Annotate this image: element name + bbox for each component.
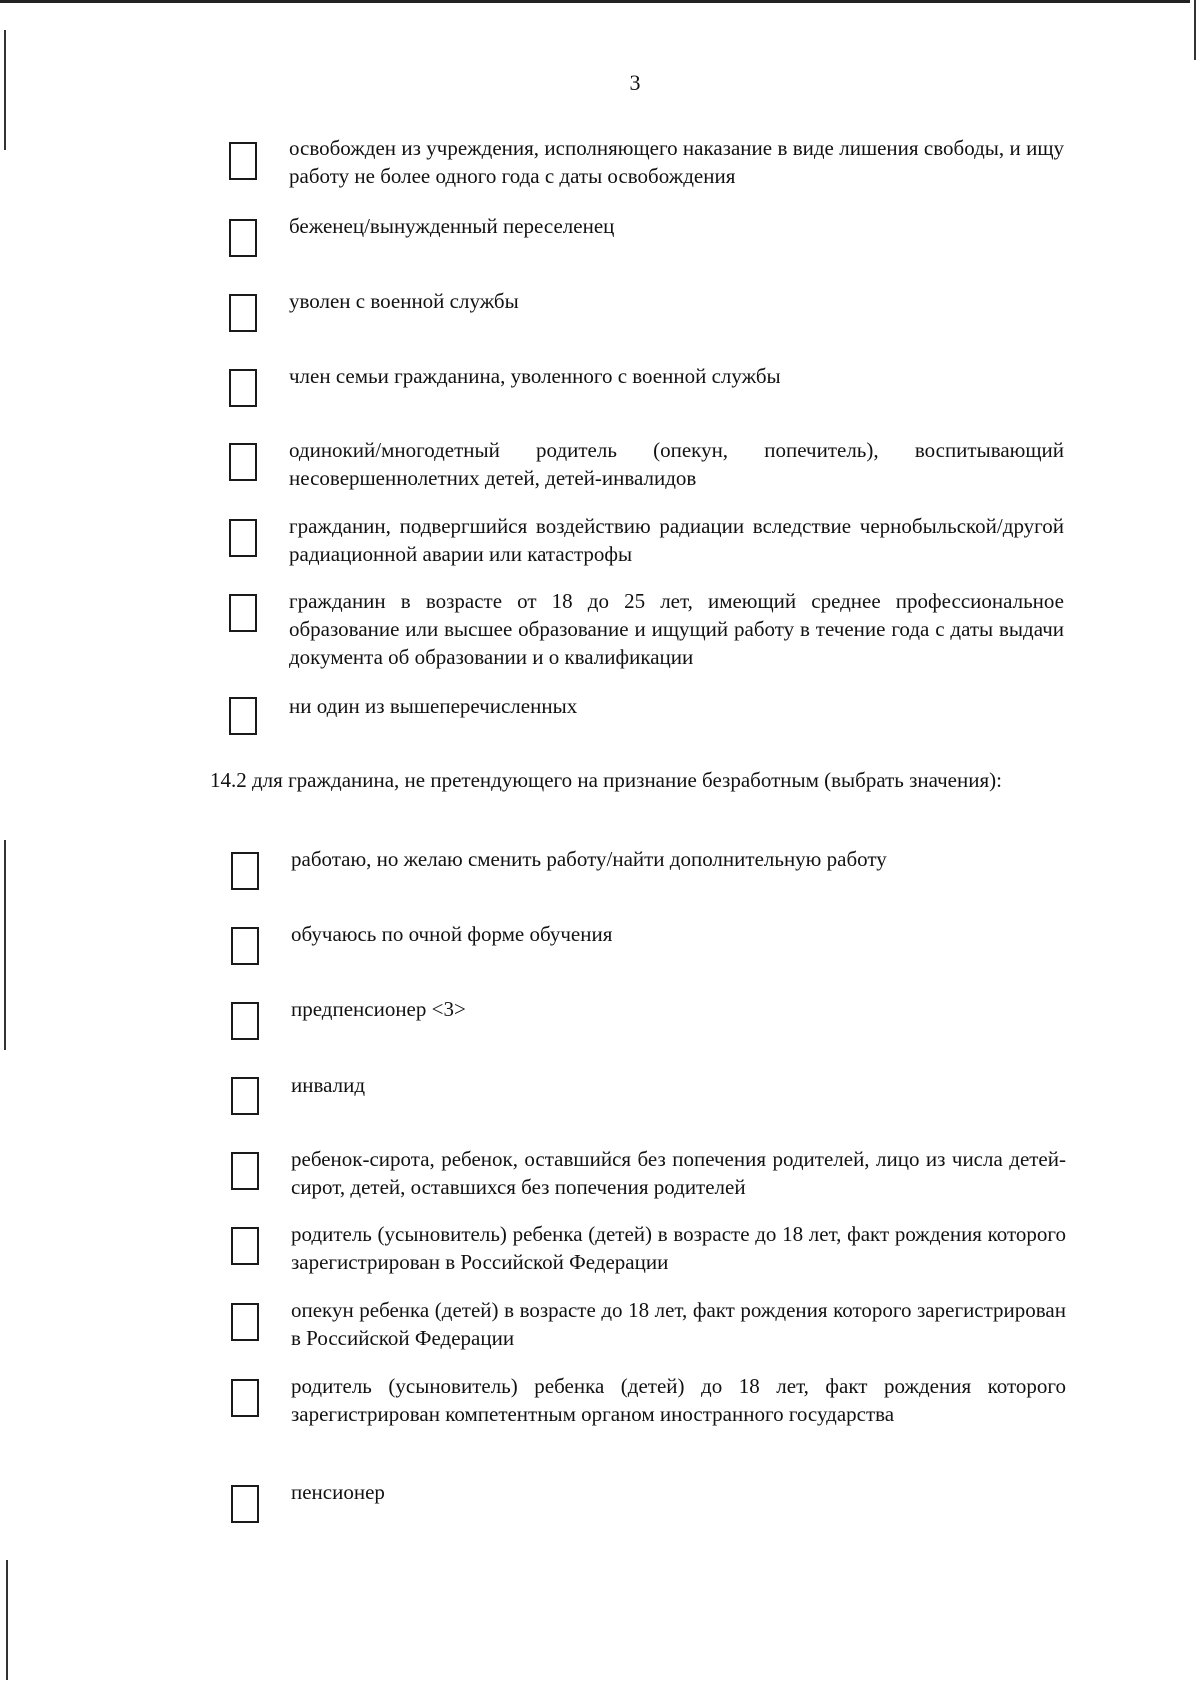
checkbox[interactable]: [229, 219, 257, 257]
option-label: гражданин в возрасте от 18 до 25 лет, имеющий среднее профессиональное образование или высшее образование и ищущий работу в течение года с даты выдачи документа об образовании и о квалификации: [289, 589, 1064, 669]
option-label: пенсионер: [291, 1480, 385, 1504]
option-label: член семьи гражданина, уволенного с военной службы: [289, 364, 781, 388]
option-label: одинокий/многодетный родитель (опекун, попечитель), воспитывающий несовершеннолетних детей, детей-инвалидов: [289, 438, 1064, 490]
checkbox[interactable]: [231, 1077, 259, 1115]
option-label: обучаюсь по очной форме обучения: [291, 922, 613, 946]
option-label: инвалид: [291, 1073, 366, 1097]
option-label: беженец/вынужденный переселенец: [289, 214, 615, 238]
option-label: родитель (усыновитель) ребенка (детей) в возрасте до 18 лет, факт рождения которого зарегистрирован в Российской Федерации: [291, 1222, 1066, 1274]
page-number: 3: [629, 70, 641, 95]
checkbox[interactable]: [231, 1485, 259, 1523]
checkbox[interactable]: [229, 594, 257, 632]
option-label: освобожден из учреждения, исполняющего наказание в виде лишения свободы, и ищу работу не более одного года с даты освобождения: [289, 136, 1064, 188]
scan-right-edge-mark: [1194, 0, 1196, 60]
option-label: предпенсионер <3>: [291, 997, 466, 1021]
scan-left-edge-mark: [4, 840, 6, 1050]
checkbox[interactable]: [231, 1303, 259, 1341]
checkbox[interactable]: [229, 294, 257, 332]
checkbox[interactable]: [229, 142, 257, 180]
checkbox[interactable]: [231, 927, 259, 965]
checkbox[interactable]: [231, 1152, 259, 1190]
checkbox[interactable]: [229, 519, 257, 557]
option-label: работаю, но желаю сменить работу/найти дополнительную работу: [291, 847, 887, 871]
checkbox[interactable]: [231, 1227, 259, 1265]
scan-top-edge: [0, 0, 1190, 3]
option-label: родитель (усыновитель) ребенка (детей) до 18 лет, факт рождения которого зарегистрирован компетентным органом иностранного государства: [291, 1374, 1066, 1426]
checkbox[interactable]: [229, 443, 257, 481]
option-label: гражданин, подвергшийся воздействию радиации вследствие чернобыльской/другой радиационной аварии или катастрофы: [289, 514, 1064, 566]
option-label: ребенок-сирота, ребенок, оставшийся без попечения родителей, лицо из числа детей-сирот, детей, оставшихся без попечения родителей: [291, 1147, 1066, 1199]
checkbox[interactable]: [231, 852, 259, 890]
checkbox[interactable]: [229, 369, 257, 407]
scan-left-edge-mark: [6, 1560, 8, 1680]
option-label: опекун ребенка (детей) в возрасте до 18 лет, факт рождения которого зарегистрирован в Российской Федерации: [291, 1298, 1066, 1350]
option-label: уволен с военной службы: [289, 289, 519, 313]
checkbox[interactable]: [229, 697, 257, 735]
option-label: ни один из вышеперечисленных: [289, 694, 578, 718]
section-heading-14-2: 14.2 для гражданина, не претендующего на признание безработным (выбрать значения):: [210, 768, 1002, 792]
checkbox[interactable]: [231, 1379, 259, 1417]
checkbox[interactable]: [231, 1002, 259, 1040]
